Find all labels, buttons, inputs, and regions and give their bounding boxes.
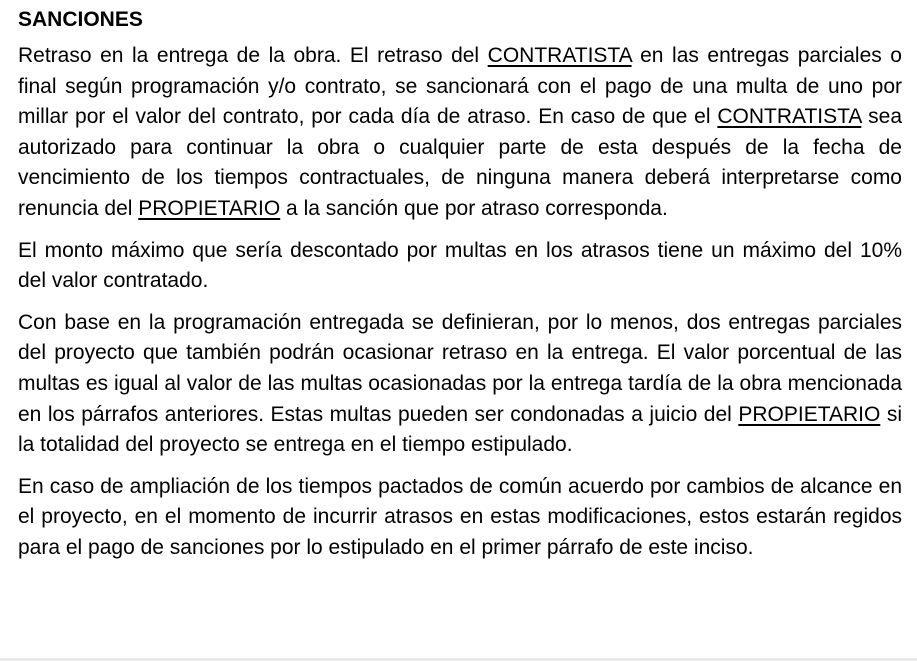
section-heading: SANCIONES xyxy=(18,8,143,31)
paragraph-text: en las entregas parciales o final según programación y/o contrato, se sancionará con el pago de una multa de uno por millar por el valor del contrato, por cada día de atraso. En caso de que el xyxy=(18,44,902,129)
paragraph-text: si la totalidad del proyecto se entrega en el tiempo estipulado. xyxy=(18,402,902,457)
term-contratista: CONTRATISTA xyxy=(717,105,862,129)
paragraph-text: Con base en la programación entregada se definieran, por lo menos, dos entregas parciales del proyecto que también podrán ocasionar retraso en la entrega. El valor porcentual de las multas es igual al valor de las multas ocasionadas por la entrega tardía de la obra mencionada en los párrafos anteriores. Estas multas pueden ser condonadas a juicio del xyxy=(18,310,902,426)
paragraph-max-amount xyxy=(18,236,902,297)
term-contratista: CONTRATISTA xyxy=(487,44,632,67)
paragraph-text: El monto máximo que sería descontado por multas en los atrasos tiene un máximo del 10% del valor contratado. xyxy=(18,238,902,293)
paragraph-text: sea autorizado para continuar la obra o cualquier parte de esta después de la fecha de vencimiento de los tiempos contractuales, de ninguna manera deberá interpretarse como renuncia del xyxy=(18,105,903,220)
paragraph-text: En caso de ampliación de los tiempos pactados de común acuerdo por cambios de alcance en el proyecto, en el momento de incurrir atrasos en estas modificaciones, estos estarán regidos para el pago de sanciones por lo estipulado en el primer párrafo de este inciso. xyxy=(18,474,902,559)
paragraph-partial-deliveries xyxy=(18,308,902,461)
paragraph-scope-changes xyxy=(18,472,902,564)
term-propietario: PROPIETARIO xyxy=(738,402,881,426)
term-propietario: PROPIETARIO xyxy=(138,196,281,220)
paragraph-delay-penalty xyxy=(18,41,902,225)
paragraph-text: a la sanción que por atraso corresponda. xyxy=(280,196,668,220)
paragraph-text: Retraso en la entrega de la obra. El retraso del xyxy=(18,44,488,67)
